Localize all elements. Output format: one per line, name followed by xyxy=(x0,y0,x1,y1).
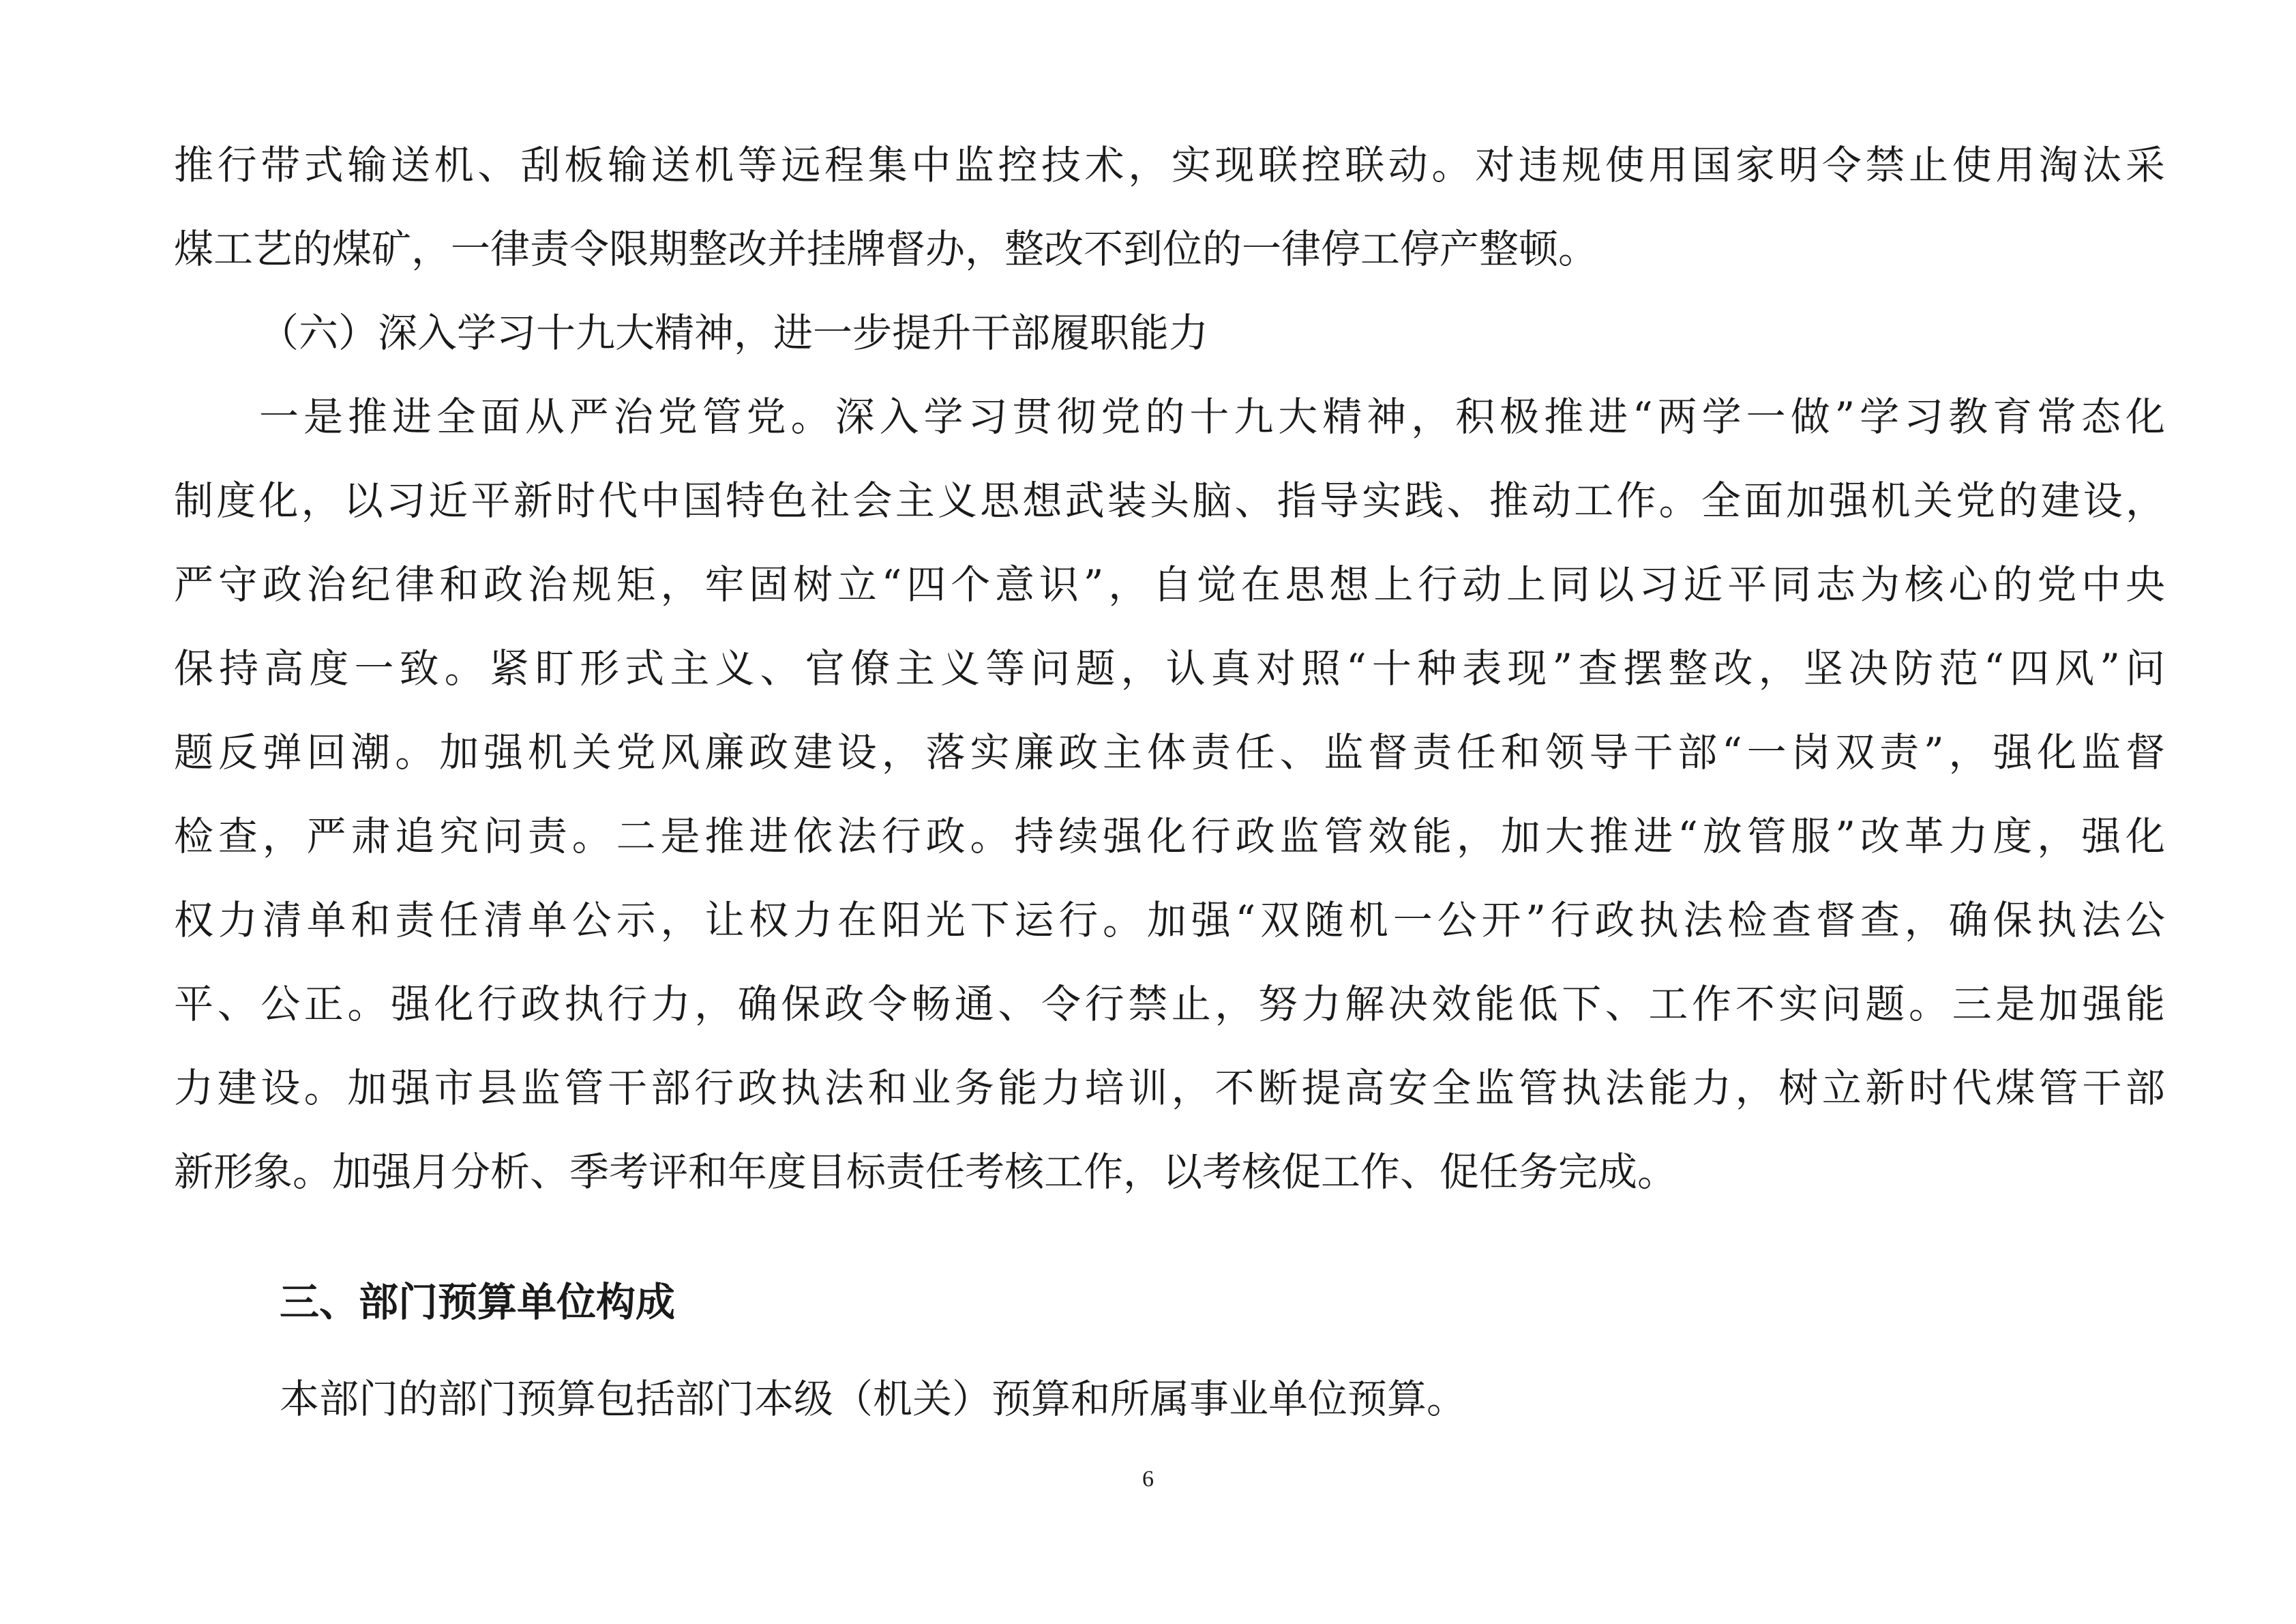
body-line: 煤工艺的煤矿，一律责令限期整改并挂牌督办，整改不到位的一律停工停产整顿。 xyxy=(174,226,1598,272)
body-line: 保持高度一致。紧盯形式主义、官僚主义等问题，认真对照“十种表现”查摆整改，坚决防范“四风”问 xyxy=(174,645,2165,692)
page-number: 6 xyxy=(1142,1466,1154,1492)
body-line: 新形象。加强月分析、季考评和年度目标责任考核工作，以考核促工作、促任务完成。 xyxy=(174,1149,1678,1195)
section-heading: 三、部门预算单位构成 xyxy=(280,1279,676,1325)
body-line: 平、公正。强化行政执行力，确保政令畅通、令行禁止，努力解决效能低下、工作不实问题。三是加强能 xyxy=(174,981,2165,1027)
body-line: 题反弹回潮。加强机关党风廉政建设，落实廉政主体责任、监督责任和领导干部“一岗双责”，强化监督 xyxy=(174,729,2165,776)
body-line: 制度化，以习近平新时代中国特色社会主义思想武装头脑、指导实践、推动工作。全面加强机关党的建设， xyxy=(174,477,2165,524)
body-line: 推行带式输送机、刮板输送机等远程集中监控技术，实现联控联动。对违规使用国家明令禁止使用淘汰采 xyxy=(174,142,2165,188)
section-paragraph: 本部门的部门预算包括部门本级（机关）预算和所属事业单位预算。 xyxy=(280,1376,1467,1422)
body-line: 一是推进全面从严治党管党。深入学习贯彻党的十九大精神，积极推进“两学一做”学习教育常态化 xyxy=(259,394,2165,440)
body-line: 力建设。加强市县监管干部行政执法和业务能力培训，不断提高安全监管执法能力，树立新时代煤管干部 xyxy=(174,1065,2165,1111)
body-line: 严守政治纪律和政治规矩，牢固树立“四个意识”，自觉在思想上行动上同以习近平同志为核心的党中央 xyxy=(174,561,2165,608)
body-line: 权力清单和责任清单公示，让权力在阳光下运行。加强“双随机一公开”行政执法检查督查，确保执法公 xyxy=(174,897,2165,943)
subsection-title: （六）深入学习十九大精神，进一步提升干部履职能力 xyxy=(259,310,1209,356)
body-line: 检查，严肃追究问责。二是推进依法行政。持续强化行政监管效能，加大推进“放管服”改革力度，强化 xyxy=(174,813,2165,859)
